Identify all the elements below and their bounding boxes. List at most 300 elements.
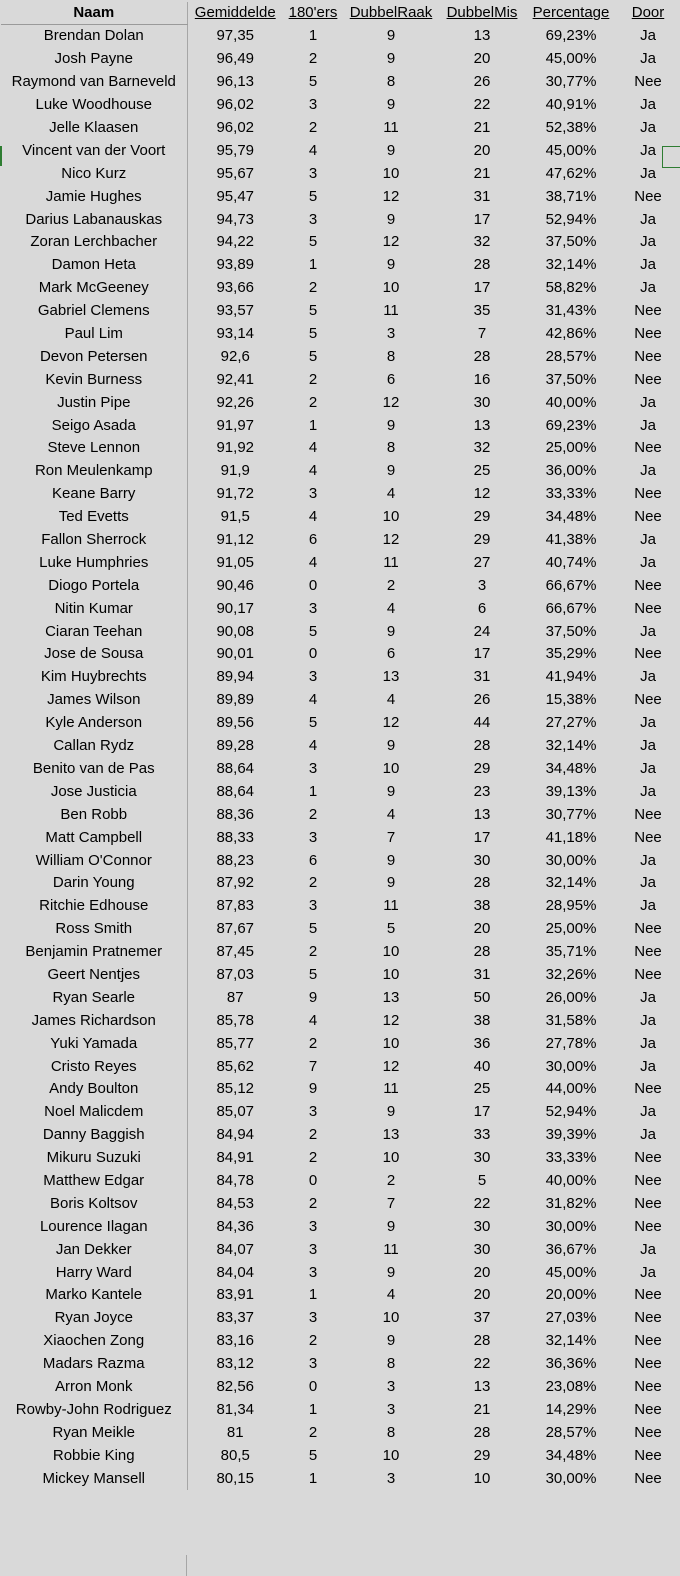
cell-dubbelmis[interactable]: 26	[473, 73, 491, 91]
cell-door[interactable]: Nee	[634, 439, 662, 457]
cell-180ers[interactable]: 3	[308, 485, 318, 503]
cell-gemiddelde[interactable]: 88,64	[216, 759, 255, 777]
cell-percentage[interactable]: 33,33%	[545, 1149, 597, 1167]
cell-dubbelmis[interactable]: 31	[473, 965, 491, 983]
cell-dubbelmis[interactable]: 36	[473, 1034, 491, 1052]
cell-percentage[interactable]: 69,23%	[545, 27, 597, 45]
cell-180ers[interactable]: 2	[308, 1126, 318, 1144]
cell-gemiddelde[interactable]: 91,72	[216, 485, 255, 503]
cell-dubbelmis[interactable]: 5	[477, 1171, 487, 1189]
cell-dubbelmis[interactable]: 31	[473, 668, 491, 686]
cell-dubbelraak[interactable]: 6	[386, 370, 396, 388]
cell-naam[interactable]: Seigo Asada	[1, 414, 187, 437]
cell-door[interactable]: Nee	[634, 325, 662, 343]
cell-door[interactable]: Ja	[640, 1263, 656, 1281]
cell-naam[interactable]: Mikuru Suzuki	[1, 1147, 187, 1170]
cell-dubbelmis[interactable]: 6	[477, 599, 487, 617]
cell-gemiddelde[interactable]: 87,92	[216, 874, 255, 892]
cell-percentage[interactable]: 41,94%	[545, 668, 597, 686]
cell-naam[interactable]: Matthew Edgar	[1, 1170, 187, 1193]
cell-gemiddelde[interactable]: 96,13	[216, 73, 255, 91]
cell-gemiddelde[interactable]: 96,49	[216, 50, 255, 68]
cell-door[interactable]: Nee	[634, 920, 662, 938]
cell-180ers[interactable]: 9	[308, 1080, 318, 1098]
cell-naam[interactable]: Marko Kantele	[1, 1284, 187, 1307]
cell-gemiddelde[interactable]: 90,17	[216, 599, 255, 617]
cell-gemiddelde[interactable]: 89,28	[216, 737, 255, 755]
cell-dubbelmis[interactable]: 13	[473, 27, 491, 45]
cell-door[interactable]: Ja	[640, 553, 656, 571]
cell-180ers[interactable]: 4	[308, 439, 318, 457]
cell-180ers[interactable]: 0	[308, 1377, 318, 1395]
cell-dubbelraak[interactable]: 13	[382, 668, 400, 686]
cell-dubbelraak[interactable]: 13	[382, 1126, 400, 1144]
cell-gemiddelde[interactable]: 91,92	[216, 439, 255, 457]
cell-dubbelmis[interactable]: 28	[473, 874, 491, 892]
cell-percentage[interactable]: 30,00%	[545, 1057, 597, 1075]
cell-dubbelmis[interactable]: 20	[473, 50, 491, 68]
cell-dubbelmis[interactable]: 30	[473, 1240, 491, 1258]
cell-percentage[interactable]: 52,94%	[545, 210, 597, 228]
cell-dubbelmis[interactable]: 25	[473, 1080, 491, 1098]
cell-dubbelraak[interactable]: 6	[386, 645, 396, 663]
cell-dubbelmis[interactable]: 7	[477, 325, 487, 343]
cell-percentage[interactable]: 33,33%	[545, 485, 597, 503]
cell-dubbelraak[interactable]: 12	[382, 233, 400, 251]
cell-180ers[interactable]: 4	[308, 737, 318, 755]
cell-dubbelmis[interactable]: 21	[473, 164, 491, 182]
cell-dubbelmis[interactable]: 28	[473, 943, 491, 961]
cell-gemiddelde[interactable]: 84,04	[216, 1263, 255, 1281]
cell-180ers[interactable]: 4	[308, 691, 318, 709]
cell-door[interactable]: Nee	[634, 1194, 662, 1212]
cell-dubbelmis[interactable]: 44	[473, 714, 491, 732]
cell-gemiddelde[interactable]: 88,33	[216, 828, 255, 846]
cell-naam[interactable]: Ritchie Edhouse	[1, 895, 187, 918]
cell-180ers[interactable]: 1	[308, 1400, 318, 1418]
cell-door[interactable]: Ja	[640, 96, 656, 114]
cell-gemiddelde[interactable]: 83,37	[216, 1309, 255, 1327]
cell-dubbelmis[interactable]: 28	[473, 737, 491, 755]
cell-180ers[interactable]: 6	[308, 851, 318, 869]
cell-naam[interactable]: Josh Payne	[1, 48, 187, 71]
cell-gemiddelde[interactable]: 91,9	[220, 462, 250, 480]
cell-180ers[interactable]: 3	[308, 1263, 318, 1281]
cell-percentage[interactable]: 41,18%	[545, 828, 597, 846]
cell-percentage[interactable]: 69,23%	[545, 416, 597, 434]
cell-door[interactable]: Ja	[640, 416, 656, 434]
cell-dubbelmis[interactable]: 28	[473, 1332, 491, 1350]
header-naam[interactable]: Naam	[1, 2, 187, 25]
cell-door[interactable]: Ja	[640, 531, 656, 549]
cell-gemiddelde[interactable]: 96,02	[216, 119, 255, 136]
cell-180ers[interactable]: 3	[308, 1240, 318, 1258]
cell-180ers[interactable]: 3	[308, 210, 318, 228]
cell-gemiddelde[interactable]: 82,56	[216, 1377, 255, 1395]
cell-gemiddelde[interactable]: 90,46	[216, 576, 255, 594]
cell-door[interactable]: Nee	[634, 1080, 662, 1098]
cell-naam[interactable]: Callan Rydz	[1, 735, 187, 758]
cell-dubbelraak[interactable]: 10	[382, 1034, 400, 1052]
cell-percentage[interactable]: 44,00%	[545, 1080, 597, 1098]
cell-gemiddelde[interactable]: 88,64	[216, 782, 255, 800]
cell-180ers[interactable]: 5	[308, 73, 318, 91]
cell-180ers[interactable]: 2	[308, 279, 318, 297]
cell-dubbelraak[interactable]: 10	[382, 279, 400, 297]
cell-dubbelmis[interactable]: 17	[473, 210, 491, 228]
cell-percentage[interactable]: 42,86%	[545, 325, 597, 343]
cell-dubbelraak[interactable]: 3	[386, 1400, 396, 1418]
cell-naam[interactable]: Paul Lim	[1, 323, 187, 346]
cell-door[interactable]: Nee	[634, 1469, 662, 1487]
cell-180ers[interactable]: 2	[308, 50, 318, 68]
cell-180ers[interactable]: 2	[308, 1194, 318, 1212]
header-dubbelraak[interactable]: DubbelRaak	[349, 4, 433, 22]
cell-180ers[interactable]: 2	[308, 393, 318, 411]
cell-gemiddelde[interactable]: 85,62	[216, 1057, 255, 1075]
cell-gemiddelde[interactable]: 84,36	[216, 1217, 255, 1235]
cell-door[interactable]: Ja	[640, 897, 656, 915]
cell-naam[interactable]: Vincent van der Voort	[1, 139, 187, 162]
cell-dubbelraak[interactable]: 4	[386, 485, 396, 503]
cell-180ers[interactable]: 3	[308, 1309, 318, 1327]
cell-percentage[interactable]: 45,00%	[545, 1263, 597, 1281]
cell-180ers[interactable]: 2	[308, 1149, 318, 1167]
cell-gemiddelde[interactable]: 91,97	[216, 416, 255, 434]
cell-dubbelraak[interactable]: 10	[382, 1446, 400, 1464]
cell-180ers[interactable]: 2	[308, 1423, 318, 1441]
cell-door[interactable]: Ja	[640, 1034, 656, 1052]
cell-door[interactable]: Ja	[640, 119, 656, 136]
cell-dubbelraak[interactable]: 3	[386, 1469, 396, 1487]
cell-180ers[interactable]: 5	[308, 965, 318, 983]
cell-180ers[interactable]: 2	[308, 1332, 318, 1350]
cell-180ers[interactable]: 1	[308, 782, 318, 800]
cell-percentage[interactable]: 25,00%	[545, 439, 597, 457]
cell-percentage[interactable]: 31,82%	[545, 1194, 597, 1212]
cell-180ers[interactable]: 5	[308, 622, 318, 640]
cell-dubbelmis[interactable]: 30	[473, 393, 491, 411]
cell-gemiddelde[interactable]: 84,94	[216, 1126, 255, 1144]
cell-gemiddelde[interactable]: 92,41	[216, 370, 255, 388]
cell-naam[interactable]: Jose Justicia	[1, 780, 187, 803]
cell-percentage[interactable]: 35,29%	[545, 645, 597, 663]
cell-dubbelmis[interactable]: 27	[473, 553, 491, 571]
cell-door[interactable]: Ja	[640, 462, 656, 480]
cell-gemiddelde[interactable]: 84,07	[216, 1240, 255, 1258]
cell-percentage[interactable]: 40,74%	[545, 553, 597, 571]
cell-naam[interactable]: Kyle Anderson	[1, 712, 187, 735]
cell-percentage[interactable]: 37,50%	[545, 370, 597, 388]
cell-naam[interactable]: Nico Kurz	[1, 162, 187, 185]
cell-naam[interactable]: Damon Heta	[1, 254, 187, 277]
cell-dubbelmis[interactable]: 28	[473, 256, 491, 274]
cell-gemiddelde[interactable]: 93,89	[216, 256, 255, 274]
cell-dubbelmis[interactable]: 31	[473, 187, 491, 205]
cell-door[interactable]: Ja	[640, 851, 656, 869]
cell-dubbelraak[interactable]: 12	[382, 393, 400, 411]
cell-gemiddelde[interactable]: 85,78	[216, 1011, 255, 1029]
cell-gemiddelde[interactable]: 95,67	[216, 164, 255, 182]
cell-dubbelmis[interactable]: 21	[473, 119, 491, 136]
cell-gemiddelde[interactable]: 85,07	[216, 1103, 255, 1121]
cell-dubbelmis[interactable]: 17	[473, 279, 491, 297]
cell-dubbelmis[interactable]: 20	[473, 1286, 491, 1304]
cell-gemiddelde[interactable]: 83,91	[216, 1286, 255, 1304]
cell-gemiddelde[interactable]: 96,02	[216, 96, 255, 114]
cell-dubbelmis[interactable]: 29	[473, 531, 491, 549]
cell-dubbelraak[interactable]: 10	[382, 164, 400, 182]
cell-percentage[interactable]: 27,78%	[545, 1034, 597, 1052]
cell-gemiddelde[interactable]: 81,34	[216, 1400, 255, 1418]
cell-naam[interactable]: James Richardson	[1, 1009, 187, 1032]
cell-door[interactable]: Ja	[640, 1057, 656, 1075]
cell-percentage[interactable]: 58,82%	[545, 279, 597, 297]
cell-dubbelraak[interactable]: 9	[386, 782, 396, 800]
cell-180ers[interactable]: 3	[308, 96, 318, 114]
cell-dubbelmis[interactable]: 28	[473, 1423, 491, 1441]
cell-percentage[interactable]: 41,38%	[545, 531, 597, 549]
cell-naam[interactable]: Danny Baggish	[1, 1124, 187, 1147]
cell-dubbelraak[interactable]: 4	[386, 805, 396, 823]
cell-percentage[interactable]: 38,71%	[545, 187, 597, 205]
cell-dubbelraak[interactable]: 11	[383, 553, 399, 571]
cell-door[interactable]: Ja	[640, 759, 656, 777]
cell-180ers[interactable]: 5	[308, 187, 318, 205]
cell-door[interactable]: Nee	[634, 691, 662, 709]
cell-door[interactable]: Ja	[640, 27, 656, 45]
cell-dubbelmis[interactable]: 32	[473, 233, 491, 251]
cell-naam[interactable]: James Wilson	[1, 689, 187, 712]
cell-percentage[interactable]: 30,00%	[545, 1217, 597, 1235]
cell-dubbelmis[interactable]: 3	[477, 576, 487, 594]
cell-gemiddelde[interactable]: 90,08	[216, 622, 255, 640]
cell-naam[interactable]: Darin Young	[1, 872, 187, 895]
cell-door[interactable]: Ja	[640, 1103, 656, 1121]
cell-180ers[interactable]: 1	[308, 27, 318, 45]
header-gemiddelde[interactable]: Gemiddelde	[194, 4, 276, 22]
cell-dubbelraak[interactable]: 9	[386, 416, 396, 434]
cell-gemiddelde[interactable]: 91,05	[216, 553, 255, 571]
cell-percentage[interactable]: 34,48%	[545, 1446, 597, 1464]
cell-dubbelmis[interactable]: 25	[473, 462, 491, 480]
cell-180ers[interactable]: 5	[308, 233, 318, 251]
cell-dubbelraak[interactable]: 9	[386, 851, 396, 869]
cell-naam[interactable]: Boris Koltsov	[1, 1192, 187, 1215]
cell-180ers[interactable]: 5	[308, 920, 318, 938]
cell-naam[interactable]: Ross Smith	[1, 918, 187, 941]
cell-naam[interactable]: Mickey Mansell	[1, 1467, 187, 1490]
cell-dubbelmis[interactable]: 16	[473, 370, 491, 388]
cell-percentage[interactable]: 14,29%	[545, 1400, 597, 1418]
cell-dubbelmis[interactable]: 12	[473, 485, 491, 503]
cell-door[interactable]: Ja	[640, 393, 656, 411]
cell-180ers[interactable]: 0	[308, 1171, 318, 1189]
cell-dubbelmis[interactable]: 40	[473, 1057, 491, 1075]
cell-gemiddelde[interactable]: 84,91	[216, 1149, 255, 1167]
cell-dubbelmis[interactable]: 26	[473, 691, 491, 709]
cell-dubbelmis[interactable]: 29	[473, 1446, 491, 1464]
cell-naam[interactable]: Kim Huybrechts	[1, 666, 187, 689]
cell-gemiddelde[interactable]: 97,35	[216, 27, 255, 45]
cell-dubbelmis[interactable]: 28	[473, 347, 491, 365]
cell-naam[interactable]: Robbie King	[1, 1444, 187, 1467]
cell-180ers[interactable]: 0	[308, 645, 318, 663]
cell-naam[interactable]: Brendan Dolan	[1, 25, 187, 48]
cell-dubbelraak[interactable]: 11	[383, 1080, 399, 1098]
cell-percentage[interactable]: 40,91%	[545, 96, 597, 114]
cell-naam[interactable]: Raymond van Barneveld	[1, 71, 187, 94]
cell-180ers[interactable]: 3	[308, 1103, 318, 1121]
cell-dubbelmis[interactable]: 35	[473, 302, 491, 320]
cell-percentage[interactable]: 39,39%	[545, 1126, 597, 1144]
cell-naam[interactable]: Benito van de Pas	[1, 758, 187, 781]
cell-door[interactable]: Nee	[634, 805, 662, 823]
cell-door[interactable]: Nee	[634, 1286, 662, 1304]
cell-naam[interactable]: Ted Evetts	[1, 506, 187, 529]
cell-dubbelmis[interactable]: 20	[473, 1263, 491, 1281]
cell-naam[interactable]: Steve Lennon	[1, 437, 187, 460]
cell-percentage[interactable]: 34,48%	[545, 508, 597, 526]
cell-door[interactable]: Ja	[640, 782, 656, 800]
cell-door[interactable]: Ja	[640, 622, 656, 640]
cell-dubbelmis[interactable]: 10	[473, 1469, 491, 1487]
cell-percentage[interactable]: 35,71%	[545, 943, 597, 961]
cell-naam[interactable]: Noel Malicdem	[1, 1101, 187, 1124]
cell-180ers[interactable]: 2	[308, 805, 318, 823]
cell-dubbelmis[interactable]: 22	[473, 96, 491, 114]
cell-dubbelraak[interactable]: 12	[382, 1011, 400, 1029]
cell-percentage[interactable]: 66,67%	[545, 599, 597, 617]
cell-percentage[interactable]: 20,00%	[545, 1286, 597, 1304]
cell-door[interactable]: Nee	[634, 1217, 662, 1235]
cell-naam[interactable]: Jose de Sousa	[1, 643, 187, 666]
cell-180ers[interactable]: 4	[308, 553, 318, 571]
cell-naam[interactable]: Darius Labanauskas	[1, 208, 187, 231]
cell-dubbelraak[interactable]: 9	[386, 1217, 396, 1235]
cell-180ers[interactable]: 2	[308, 119, 318, 136]
cell-dubbelmis[interactable]: 13	[473, 416, 491, 434]
cell-dubbelraak[interactable]: 4	[386, 691, 396, 709]
cell-dubbelraak[interactable]: 4	[386, 599, 396, 617]
cell-door[interactable]: Nee	[634, 599, 662, 617]
cell-naam[interactable]: Ryan Meikle	[1, 1421, 187, 1444]
cell-dubbelraak[interactable]: 11	[383, 1240, 399, 1258]
cell-gemiddelde[interactable]: 81	[226, 1423, 244, 1441]
cell-naam[interactable]: Lourence Ilagan	[1, 1215, 187, 1238]
cell-naam[interactable]: Justin Pipe	[1, 391, 187, 414]
cell-door[interactable]: Ja	[640, 279, 656, 297]
cell-dubbelmis[interactable]: 17	[473, 1103, 491, 1121]
cell-dubbelmis[interactable]: 22	[473, 1194, 491, 1212]
cell-180ers[interactable]: 5	[308, 302, 318, 320]
cell-180ers[interactable]: 3	[308, 668, 318, 686]
cell-dubbelraak[interactable]: 9	[386, 141, 396, 159]
cell-gemiddelde[interactable]: 93,14	[216, 325, 255, 343]
cell-gemiddelde[interactable]: 83,12	[216, 1355, 255, 1373]
cell-dubbelraak[interactable]: 8	[386, 439, 396, 457]
cell-dubbelraak[interactable]: 12	[382, 187, 400, 205]
cell-naam[interactable]: Benjamin Pratnemer	[1, 941, 187, 964]
cell-gemiddelde[interactable]: 85,12	[216, 1080, 255, 1098]
cell-dubbelraak[interactable]: 8	[386, 73, 396, 91]
cell-dubbelmis[interactable]: 33	[473, 1126, 491, 1144]
cell-percentage[interactable]: 27,03%	[545, 1309, 597, 1327]
cell-dubbelmis[interactable]: 29	[473, 508, 491, 526]
cell-door[interactable]: Ja	[640, 874, 656, 892]
cell-door[interactable]: Nee	[634, 1423, 662, 1441]
cell-gemiddelde[interactable]: 88,36	[216, 805, 255, 823]
cell-percentage[interactable]: 30,00%	[545, 851, 597, 869]
cell-180ers[interactable]: 5	[308, 1446, 318, 1464]
cell-naam[interactable]: Matt Campbell	[1, 826, 187, 849]
cell-door[interactable]: Nee	[634, 485, 662, 503]
cell-door[interactable]: Ja	[640, 141, 656, 159]
cell-dubbelmis[interactable]: 32	[473, 439, 491, 457]
cell-door[interactable]: Ja	[640, 210, 656, 228]
cell-percentage[interactable]: 32,14%	[545, 256, 597, 274]
cell-180ers[interactable]: 2	[308, 874, 318, 892]
cell-dubbelraak[interactable]: 12	[382, 1057, 400, 1075]
cell-gemiddelde[interactable]: 94,22	[216, 233, 255, 251]
cell-percentage[interactable]: 47,62%	[545, 164, 597, 182]
cell-dubbelraak[interactable]: 10	[382, 508, 400, 526]
cell-dubbelraak[interactable]: 8	[386, 1423, 396, 1441]
cell-180ers[interactable]: 3	[308, 599, 318, 617]
cell-percentage[interactable]: 52,94%	[545, 1103, 597, 1121]
header-percentage[interactable]: Percentage	[532, 4, 610, 22]
cell-dubbelmis[interactable]: 20	[473, 141, 491, 159]
cell-dubbelmis[interactable]: 13	[473, 805, 491, 823]
cell-percentage[interactable]: 28,57%	[545, 1423, 597, 1441]
cell-dubbelraak[interactable]: 9	[386, 874, 396, 892]
cell-dubbelraak[interactable]: 9	[386, 1263, 396, 1281]
cell-percentage[interactable]: 39,13%	[545, 782, 597, 800]
cell-door[interactable]: Ja	[640, 1240, 656, 1258]
cell-door[interactable]: Nee	[634, 1446, 662, 1464]
cell-naam[interactable]: Yuki Yamada	[1, 1032, 187, 1055]
cell-dubbelmis[interactable]: 38	[473, 897, 491, 915]
cell-percentage[interactable]: 27,27%	[545, 714, 597, 732]
cell-dubbelmis[interactable]: 21	[473, 1400, 491, 1418]
cell-gemiddelde[interactable]: 95,79	[216, 141, 255, 159]
cell-gemiddelde[interactable]: 87	[226, 988, 244, 1006]
cell-naam[interactable]: Keane Barry	[1, 483, 187, 506]
cell-naam[interactable]: Rowby-John Rodriguez	[1, 1398, 187, 1421]
cell-gemiddelde[interactable]: 87,45	[216, 943, 255, 961]
cell-180ers[interactable]: 3	[308, 828, 318, 846]
cell-dubbelmis[interactable]: 17	[473, 828, 491, 846]
cell-percentage[interactable]: 45,00%	[545, 50, 597, 68]
cell-door[interactable]: Ja	[640, 1011, 656, 1029]
cell-180ers[interactable]: 4	[308, 462, 318, 480]
cell-180ers[interactable]: 3	[308, 759, 318, 777]
cell-percentage[interactable]: 30,77%	[545, 73, 597, 91]
cell-dubbelraak[interactable]: 11	[383, 119, 399, 136]
cell-dubbelraak[interactable]: 9	[386, 1332, 396, 1350]
cell-dubbelraak[interactable]: 12	[382, 714, 400, 732]
cell-dubbelraak[interactable]: 9	[386, 210, 396, 228]
cell-dubbelraak[interactable]: 3	[386, 325, 396, 343]
cell-dubbelraak[interactable]: 7	[386, 1194, 396, 1212]
cell-naam[interactable]: Luke Woodhouse	[1, 94, 187, 117]
cell-180ers[interactable]: 7	[308, 1057, 318, 1075]
cell-dubbelmis[interactable]: 13	[473, 1377, 491, 1395]
cell-door[interactable]: Ja	[640, 714, 656, 732]
cell-dubbelraak[interactable]: 10	[382, 759, 400, 777]
cell-180ers[interactable]: 0	[308, 576, 318, 594]
header-180ers[interactable]: 180'ers	[288, 4, 338, 22]
